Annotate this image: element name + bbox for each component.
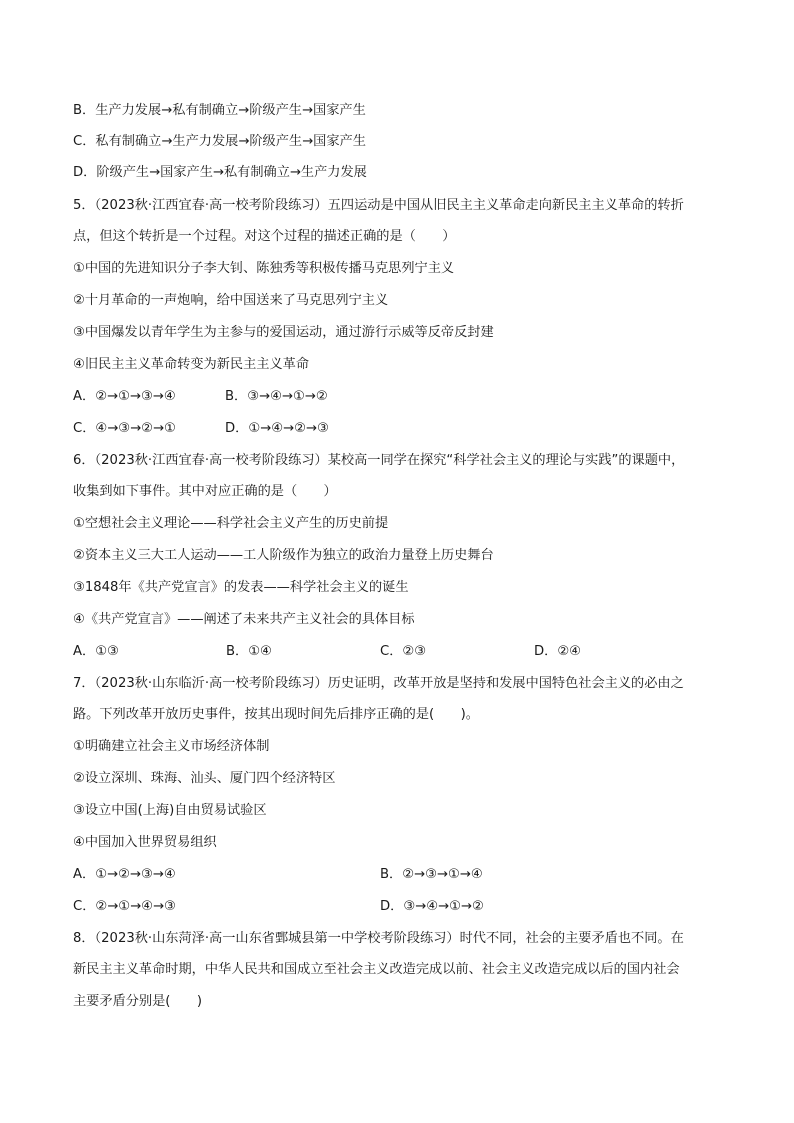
q6-stem-line2: 收集到如下事件。其中对应正确的是（ ）: [73, 484, 337, 499]
q7-option-c: C．②→①→④→③: [73, 899, 176, 914]
q5-item-4: ④旧民主主义革命转变为新民主主义革命: [73, 357, 310, 372]
q7-stem-line1: 7．（2023秋·山东临沂·高一校考阶段练习）历史证明，改革开放是坚持和发展中国特色社会主义的必由之: [73, 676, 684, 691]
q7-item-4: ④中国加入世界贸易组织: [73, 835, 217, 850]
q5-stem-line1: 5．（2023秋·江西宜春·高一校考阶段练习）五四运动是中国从旧民主主义革命走向新民主主义革命的转折: [73, 198, 684, 213]
q7-stem-line2: 路。下列改革开放历史事件，按其出现时间先后排序正确的是( )。: [73, 707, 479, 722]
q7-item-3: ③设立中国(上海)自由贸易试验区: [73, 803, 267, 818]
q6-item-1: ①空想社会主义理论——科学社会主义产生的历史前提: [73, 516, 389, 531]
q6-item-2: ②资本主义三大工人运动——工人阶级作为独立的政治力量登上历史舞台: [73, 548, 494, 563]
q5-option-a: A．②→①→③→④: [73, 389, 176, 404]
q7-item-2: ②设立深圳、珠海、汕头、厦门四个经济特区: [73, 771, 336, 786]
q6-option-d: D．②④: [534, 644, 581, 659]
q7-item-1: ①明确建立社会主义市场经济体制: [73, 739, 270, 754]
q5-option-d: D．①→④→②→③: [225, 421, 329, 436]
q7-option-b: B．②→③→①→④: [380, 867, 483, 882]
q5-item-1: ①中国的先进知识分子李大钊、陈独秀等积极传播马克思列宁主义: [73, 261, 455, 276]
q5-option-c: C．④→③→②→①: [73, 421, 176, 436]
q5-option-b: B．③→④→①→②: [225, 389, 328, 404]
q7-option-d: D．③→④→①→②: [380, 899, 484, 914]
q4-option-b: B．生产力发展→私有制确立→阶级产生→国家产生: [73, 103, 366, 118]
q5-stem-line2: 点，但这个转折是一个过程。对这个过程的描述正确的是（ ）: [73, 229, 456, 244]
q7-option-a: A．①→②→③→④: [73, 867, 176, 882]
q8-stem-line3: 主要矛盾分别是( ): [73, 994, 202, 1009]
q4-option-d: D．阶级产生→国家产生→私有制确立→生产力发展: [73, 165, 367, 180]
q6-item-4: ④《共产党宣言》——阐述了未来共产主义社会的具体目标: [73, 612, 415, 627]
q6-option-b: B．①④: [226, 644, 272, 659]
q4-option-c: C．私有制确立→生产力发展→阶级产生→国家产生: [73, 134, 366, 149]
q6-option-c: C．②③: [380, 644, 427, 659]
q5-item-3: ③中国爆发以青年学生为主参与的爱国运动，通过游行示威等反帝反封建: [73, 325, 494, 340]
q6-stem-line1: 6．（2023秋·江西宜春·高一校考阶段练习）某校高一同学在探究“科学社会主义的理论与实践”的课题中，: [73, 453, 685, 468]
q5-item-2: ②十月革命的一声炮响，给中国送来了马克思列宁主义: [73, 293, 389, 308]
q6-option-a: A．①③: [73, 644, 119, 659]
q8-stem-line1: 8．（2023秋·山东菏泽·高一山东省鄄城县第一中学校考阶段练习）时代不同，社会的主要矛盾也不同。在: [73, 931, 684, 946]
q8-stem-line2: 新民主主义革命时期，中华人民共和国成立至社会主义改造完成以前、社会主义改造完成以后的国内社会: [73, 962, 680, 977]
q6-item-3: ③1848年《共产党宣言》的发表——科学社会主义的诞生: [73, 580, 409, 595]
